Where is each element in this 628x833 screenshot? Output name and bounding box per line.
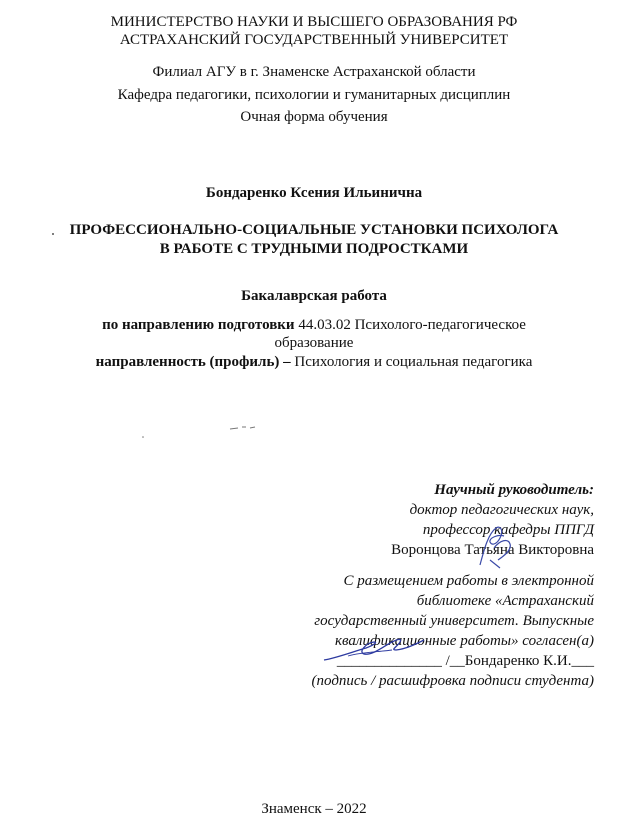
department-line: Кафедра педагогики, психологии и гуманитарных дисциплин bbox=[117, 87, 511, 103]
scan-speck bbox=[140, 435, 146, 439]
scan-speck bbox=[228, 424, 258, 432]
supervisor-position: профессор кафедры ППГД bbox=[422, 522, 594, 538]
profile-value: Психология и социальная педагогика bbox=[294, 354, 533, 370]
consent-line-3: государственный университет. Выпускные bbox=[314, 613, 594, 629]
ministry-line: МИНИСТЕРСТВО НАУКИ И ВЫСШЕГО ОБРАЗОВАНИЯ РФ bbox=[110, 14, 518, 30]
footer-city-year: Знаменск – 2022 bbox=[261, 801, 367, 817]
signature-caption: (подпись / расшифровка подписи студента) bbox=[311, 673, 594, 689]
profile-line bbox=[0, 353, 628, 371]
branch-line: Филиал АГУ в г. Знаменске Астраханской области bbox=[152, 64, 476, 80]
supervisor-heading: Научный руководитель: bbox=[434, 482, 594, 498]
consent-line-4: квалификационные работы» согласен(а) bbox=[334, 633, 594, 649]
signature-line: ______________ /__Бондаренко К.И.___ bbox=[336, 653, 594, 669]
profile-label: направленность (профиль) – bbox=[95, 354, 291, 370]
student-signature bbox=[318, 632, 430, 666]
supervisor-name: Воронцова Татьяна Викторовна bbox=[391, 542, 594, 558]
study-form-line: Очная форма обучения bbox=[240, 109, 388, 125]
direction-line bbox=[0, 316, 628, 334]
direction-value: 44.03.02 Психолого-педагогическое bbox=[298, 317, 526, 333]
direction-label: по направлению подготовки bbox=[102, 317, 295, 333]
direction-line-2: образование bbox=[274, 335, 354, 351]
consent-line-2: библиотеке «Астраханский bbox=[416, 593, 594, 609]
supervisor-block bbox=[254, 480, 594, 560]
consent-line-1: С размещением работы в электронной bbox=[343, 573, 594, 589]
university-line: АСТРАХАНСКИЙ ГОСУДАРСТВЕННЫЙ УНИВЕРСИТЕТ bbox=[119, 32, 509, 48]
work-type: Бакалаврская работа bbox=[241, 288, 387, 304]
supervisor-signature bbox=[470, 520, 530, 575]
author-name: Бондаренко Ксения Ильинична bbox=[205, 185, 423, 201]
scan-speck bbox=[50, 232, 56, 236]
thesis-title-line1: ПРОФЕССИОНАЛЬНО-СОЦИАЛЬНЫЕ УСТАНОВКИ ПСИХОЛОГА bbox=[69, 222, 559, 238]
thesis-title-line2: В РАБОТЕ С ТРУДНЫМИ ПОДРОСТКАМИ bbox=[159, 241, 469, 257]
consent-block bbox=[234, 571, 594, 691]
supervisor-degree: доктор педагогических наук, bbox=[409, 502, 594, 518]
